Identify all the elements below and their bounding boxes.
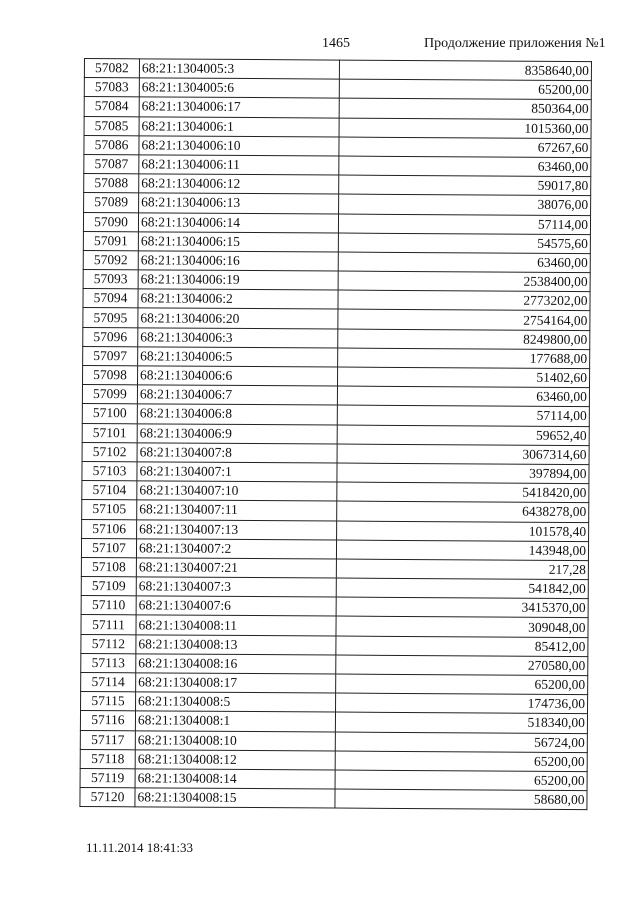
table-row xyxy=(83,231,590,253)
cadastral-value-cell: 54575,60 xyxy=(338,233,590,254)
cadastral-number-cell: 68:21:1304006:14 xyxy=(138,212,338,232)
cadastral-number-cell: 68:21:1304008:13 xyxy=(136,634,336,654)
table-row xyxy=(82,519,589,541)
row-number-cell: 57093 xyxy=(83,270,138,290)
table-row xyxy=(81,634,588,656)
cadastral-value-cell: 67267,60 xyxy=(339,137,591,158)
cadastral-number-cell: 68:21:1304006:3 xyxy=(138,327,338,347)
cadastral-number-cell: 68:21:1304008:14 xyxy=(135,769,335,789)
row-number-cell: 57089 xyxy=(84,193,139,213)
row-number-cell: 57095 xyxy=(83,308,138,328)
table-row xyxy=(82,442,589,464)
cadastral-value-cell: 3067314,60 xyxy=(337,444,589,465)
cadastral-number-cell: 68:21:1304005:6 xyxy=(139,78,339,98)
table-row xyxy=(84,193,591,215)
cadastral-number-cell: 68:21:1304008:15 xyxy=(135,788,335,808)
row-number-cell: 57092 xyxy=(83,250,138,270)
row-number-cell: 57110 xyxy=(81,596,136,616)
row-number-cell: 57087 xyxy=(84,154,139,174)
table-row xyxy=(83,212,590,234)
cadastral-value-cell: 63460,00 xyxy=(339,156,591,177)
row-number-cell: 57106 xyxy=(82,519,137,539)
table-row xyxy=(83,289,590,311)
table-row xyxy=(84,97,591,119)
cadastral-value-cell: 2538400,00 xyxy=(338,271,590,292)
table-row xyxy=(82,423,589,445)
cadastral-number-cell: 68:21:1304008:12 xyxy=(135,750,335,770)
cadastral-value-cell: 397894,00 xyxy=(337,463,589,484)
row-number-cell: 57097 xyxy=(83,346,138,366)
page-number: 1465 xyxy=(322,36,350,51)
registry-table xyxy=(79,58,592,810)
table-row xyxy=(81,615,588,637)
table-row xyxy=(84,59,591,81)
cadastral-value-cell: 56724,00 xyxy=(335,732,587,753)
cadastral-value-cell: 174736,00 xyxy=(336,693,588,714)
row-number-cell: 57113 xyxy=(81,653,136,673)
cadastral-value-cell: 5418420,00 xyxy=(337,482,589,503)
table-row xyxy=(83,308,590,330)
table-row xyxy=(83,327,590,349)
row-number-cell: 57116 xyxy=(80,711,135,731)
table-row xyxy=(80,788,587,810)
cadastral-value-cell: 8249800,00 xyxy=(338,329,590,350)
cadastral-value-cell: 217,28 xyxy=(336,559,588,580)
row-number-cell: 57115 xyxy=(81,692,136,712)
table-row xyxy=(81,672,588,694)
cadastral-number-cell: 68:21:1304007:1 xyxy=(137,462,337,482)
cadastral-number-cell: 68:21:1304008:16 xyxy=(136,654,336,674)
table-row xyxy=(82,500,589,522)
row-number-cell: 57108 xyxy=(81,557,136,577)
table-row xyxy=(84,135,591,157)
table-row xyxy=(83,250,590,272)
cadastral-number-cell: 68:21:1304006:11 xyxy=(139,155,339,175)
cadastral-value-cell: 270580,00 xyxy=(336,655,588,676)
cadastral-number-cell: 68:21:1304007:13 xyxy=(137,519,337,539)
appendix-caption: Продолжение приложения №1 xyxy=(424,36,606,51)
cadastral-value-cell: 2754164,00 xyxy=(338,309,590,330)
row-number-cell: 57088 xyxy=(84,174,139,194)
cadastral-number-cell: 68:21:1304008:17 xyxy=(136,673,336,693)
row-number-cell: 57119 xyxy=(80,768,135,788)
row-number-cell: 57102 xyxy=(82,442,137,462)
cadastral-number-cell: 68:21:1304006:6 xyxy=(138,366,338,386)
table-row xyxy=(80,768,587,790)
row-number-cell: 57100 xyxy=(82,404,137,424)
row-number-cell: 57099 xyxy=(82,385,137,405)
cadastral-value-cell: 63460,00 xyxy=(338,252,590,273)
cadastral-number-cell: 68:21:1304006:15 xyxy=(138,232,338,252)
table-row xyxy=(81,577,588,599)
cadastral-number-cell: 68:21:1304006:9 xyxy=(137,423,337,443)
cadastral-number-cell: 68:21:1304007:8 xyxy=(137,443,337,463)
table-row xyxy=(81,596,588,618)
cadastral-number-cell: 68:21:1304007:10 xyxy=(137,481,337,501)
row-number-cell: 57085 xyxy=(84,116,139,136)
cadastral-number-cell: 68:21:1304007:2 xyxy=(136,539,336,559)
cadastral-number-cell: 68:21:1304007:6 xyxy=(136,596,336,616)
row-number-cell: 57098 xyxy=(83,365,138,385)
cadastral-value-cell: 57114,00 xyxy=(337,405,589,426)
table-row xyxy=(81,538,588,560)
cadastral-value-cell: 57114,00 xyxy=(338,214,590,235)
row-number-cell: 57105 xyxy=(82,500,137,520)
row-number-cell: 57090 xyxy=(83,212,138,232)
table-row xyxy=(82,461,589,483)
cadastral-number-cell: 68:21:1304006:10 xyxy=(139,136,339,156)
row-number-cell: 57112 xyxy=(81,634,136,654)
table-row xyxy=(84,174,591,196)
cadastral-value-cell: 58680,00 xyxy=(335,789,587,810)
cadastral-value-cell: 85412,00 xyxy=(336,636,588,657)
cadastral-value-cell: 850364,00 xyxy=(339,98,591,119)
cadastral-number-cell: 68:21:1304006:13 xyxy=(139,193,339,213)
row-number-cell: 57111 xyxy=(81,615,136,635)
row-number-cell: 57117 xyxy=(80,730,135,750)
cadastral-value-cell: 63460,00 xyxy=(337,386,589,407)
cadastral-value-cell: 1015360,00 xyxy=(339,118,591,139)
row-number-cell: 57104 xyxy=(82,481,137,501)
table-row xyxy=(83,346,590,368)
cadastral-value-cell: 8358640,00 xyxy=(339,60,591,81)
cadastral-number-cell: 68:21:1304006:20 xyxy=(138,308,338,328)
cadastral-number-cell: 68:21:1304006:17 xyxy=(139,97,339,117)
row-number-cell: 57082 xyxy=(84,59,139,79)
cadastral-value-cell: 59652,40 xyxy=(337,425,589,446)
cadastral-number-cell: 68:21:1304006:2 xyxy=(138,289,338,309)
row-number-cell: 57091 xyxy=(83,231,138,251)
cadastral-number-cell: 68:21:1304006:16 xyxy=(138,251,338,271)
row-number-cell: 57120 xyxy=(80,788,135,808)
cadastral-value-cell: 65200,00 xyxy=(335,751,587,772)
cadastral-value-cell: 143948,00 xyxy=(336,540,588,561)
table-row xyxy=(81,692,588,714)
cadastral-number-cell: 68:21:1304006:8 xyxy=(137,404,337,424)
row-number-cell: 57084 xyxy=(84,97,139,117)
cadastral-number-cell: 68:21:1304005:3 xyxy=(139,59,339,79)
row-number-cell: 57114 xyxy=(81,672,136,692)
cadastral-value-cell: 541842,00 xyxy=(336,578,588,599)
table-row xyxy=(80,730,587,752)
cadastral-value-cell: 65200,00 xyxy=(336,674,588,695)
cadastral-number-cell: 68:21:1304006:1 xyxy=(139,116,339,136)
cadastral-value-cell: 59017,80 xyxy=(339,175,591,196)
cadastral-number-cell: 68:21:1304007:21 xyxy=(136,558,336,578)
table-row xyxy=(83,365,590,387)
cadastral-number-cell: 68:21:1304006:12 xyxy=(139,174,339,194)
row-number-cell: 57118 xyxy=(80,749,135,769)
cadastral-number-cell: 68:21:1304006:5 xyxy=(138,347,338,367)
table-row xyxy=(82,481,589,503)
row-number-cell: 57101 xyxy=(82,423,137,443)
row-number-cell: 57094 xyxy=(83,289,138,309)
row-number-cell: 57109 xyxy=(81,577,136,597)
cadastral-number-cell: 68:21:1304008:1 xyxy=(135,711,335,731)
registry-table-body xyxy=(80,59,592,810)
row-number-cell: 57107 xyxy=(81,538,136,558)
row-number-cell: 57083 xyxy=(84,78,139,98)
cadastral-value-cell: 65200,00 xyxy=(339,79,591,100)
cadastral-number-cell: 68:21:1304007:3 xyxy=(136,577,336,597)
cadastral-number-cell: 68:21:1304008:5 xyxy=(136,692,336,712)
cadastral-value-cell: 3415370,00 xyxy=(336,597,588,618)
cadastral-number-cell: 68:21:1304008:11 xyxy=(136,615,336,635)
cadastral-number-cell: 68:21:1304007:11 xyxy=(137,500,337,520)
table-row xyxy=(82,385,589,407)
table-row xyxy=(80,749,587,771)
cadastral-value-cell: 65200,00 xyxy=(335,770,587,791)
cadastral-value-cell: 51402,60 xyxy=(337,367,589,388)
cadastral-value-cell: 6438278,00 xyxy=(337,501,589,522)
table-row xyxy=(84,116,591,138)
cadastral-value-cell: 38076,00 xyxy=(339,194,591,215)
table-row xyxy=(80,711,587,733)
cadastral-value-cell: 177688,00 xyxy=(338,348,590,369)
cadastral-value-cell: 518340,00 xyxy=(335,712,587,733)
table-row xyxy=(83,270,590,292)
table-row xyxy=(81,653,588,675)
table-row xyxy=(84,78,591,100)
table-row xyxy=(82,404,589,426)
cadastral-number-cell: 68:21:1304008:10 xyxy=(135,730,335,750)
row-number-cell: 57086 xyxy=(84,135,139,155)
table-row xyxy=(81,557,588,579)
table-row xyxy=(84,154,591,176)
row-number-cell: 57096 xyxy=(83,327,138,347)
cadastral-number-cell: 68:21:1304006:19 xyxy=(138,270,338,290)
cadastral-value-cell: 101578,40 xyxy=(337,521,589,542)
cadastral-number-cell: 68:21:1304006:7 xyxy=(137,385,337,405)
cadastral-value-cell: 309048,00 xyxy=(336,616,588,637)
cadastral-value-cell: 2773202,00 xyxy=(338,290,590,311)
row-number-cell: 57103 xyxy=(82,461,137,481)
print-timestamp: 11.11.2014 18:41:33 xyxy=(86,840,194,855)
